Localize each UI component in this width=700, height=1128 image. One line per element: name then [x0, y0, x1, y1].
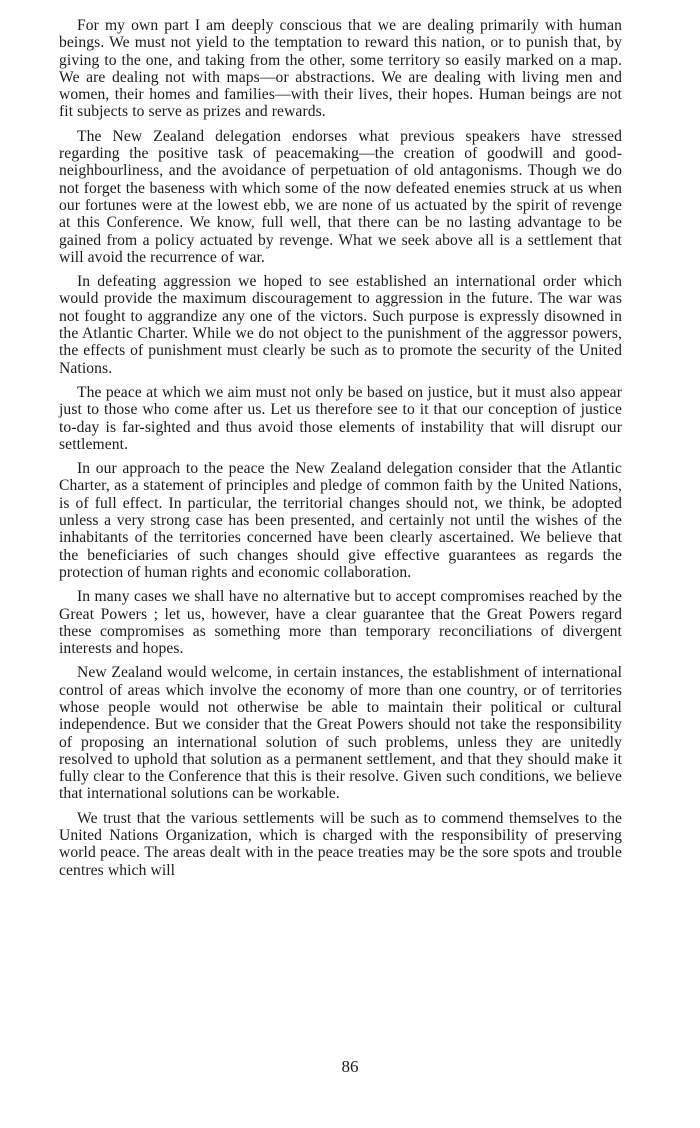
page-number: 86: [341, 1057, 359, 1076]
paragraph: The peace at which we aim must not only be based on justice, but it must also appear just to those who come after us. Let us therefore see to it that our conception of justice to-day is far-sighted and thus avoid those elements of instability that will disrupt our settlement.: [59, 383, 622, 453]
paragraph: In defeating aggression we hoped to see established an international order which would provide the maximum discouragement to aggression in the future. The war was not fought to aggrandize any one of the victors. Such purpose is expressly disowned in the Atlantic Charter. While we do not object to the punishment of the aggressor powers, the effects of punishment must clearly be such as to promote the security of the United Nations.: [59, 273, 622, 377]
paragraph: For my own part I am deeply conscious that we are dealing primarily with human beings. We must not yield to the temptation to reward this nation, or to punish that, by giving to the one, and taking from the other, some territory so easily marked on a map. We are dealing not with maps—or abstractions. We are dealing with living men and women, their homes and families—with their lives, their hopes. Human beings are not fit subjects to serve as prizes and rewards.: [59, 17, 622, 121]
document-body: [59, 17, 622, 886]
paragraph: In many cases we shall have no alternative but to accept compromises reached by the Great Powers ; let us, however, have a clear guarantee that the Great Powers regard these compromises as something more than temporary reconciliations of divergent interests and hopes.: [59, 588, 622, 658]
paragraph: The New Zealand delegation endorses what previous speakers have stressed regarding the positive task of peacemaking—the creation of goodwill and good-neighbourliness, and the avoidance of perpetuation of old antagonisms. Though we do not forget the baseness with which some of the now defeated enemies struck at us when our fortunes were at the lowest ebb, we are none of us actuated by the spirit of revenge at this Conference. We know, full well, that there can be no lasting advantage to be gained from a policy actuated by revenge. What we seek above all is a settlement that will avoid the recurrence of war.: [59, 127, 622, 266]
paragraph: We trust that the various settlements will be such as to commend themselves to the United Nations Organization, which is charged with the responsibility of preserving world peace. The areas dealt with in the peace treaties may be the sore spots and trouble centres which will: [59, 809, 622, 879]
paragraph: In our approach to the peace the New Zealand delegation consider that the Atlantic Charter, as a statement of principles and pledge of common faith by the United Nations, is of full effect. In particular, the territorial changes should not, we think, be adopted unless a very strong case has been presented, and certainly not until the wishes of the inhabitants of the territories concerned have been clearly ascertained. We believe that the beneficiaries of such changes should give effective guarantees as regards the protection of human rights and economic collaboration.: [59, 460, 622, 581]
paragraph: New Zealand would welcome, in certain instances, the establishment of international control of areas which involve the economy of more than one country, or of territories whose people would not otherwise be able to maintain their political or cultural independence. But we consider that the Great Powers should not take the responsibility of proposing an international solution of such problems, unless they are unitedly resolved to uphold that solution as a permanent settlement, and that they should make it fully clear to the Conference that this is their resolve. Given such conditions, we believe that international solutions can be workable.: [59, 664, 622, 803]
